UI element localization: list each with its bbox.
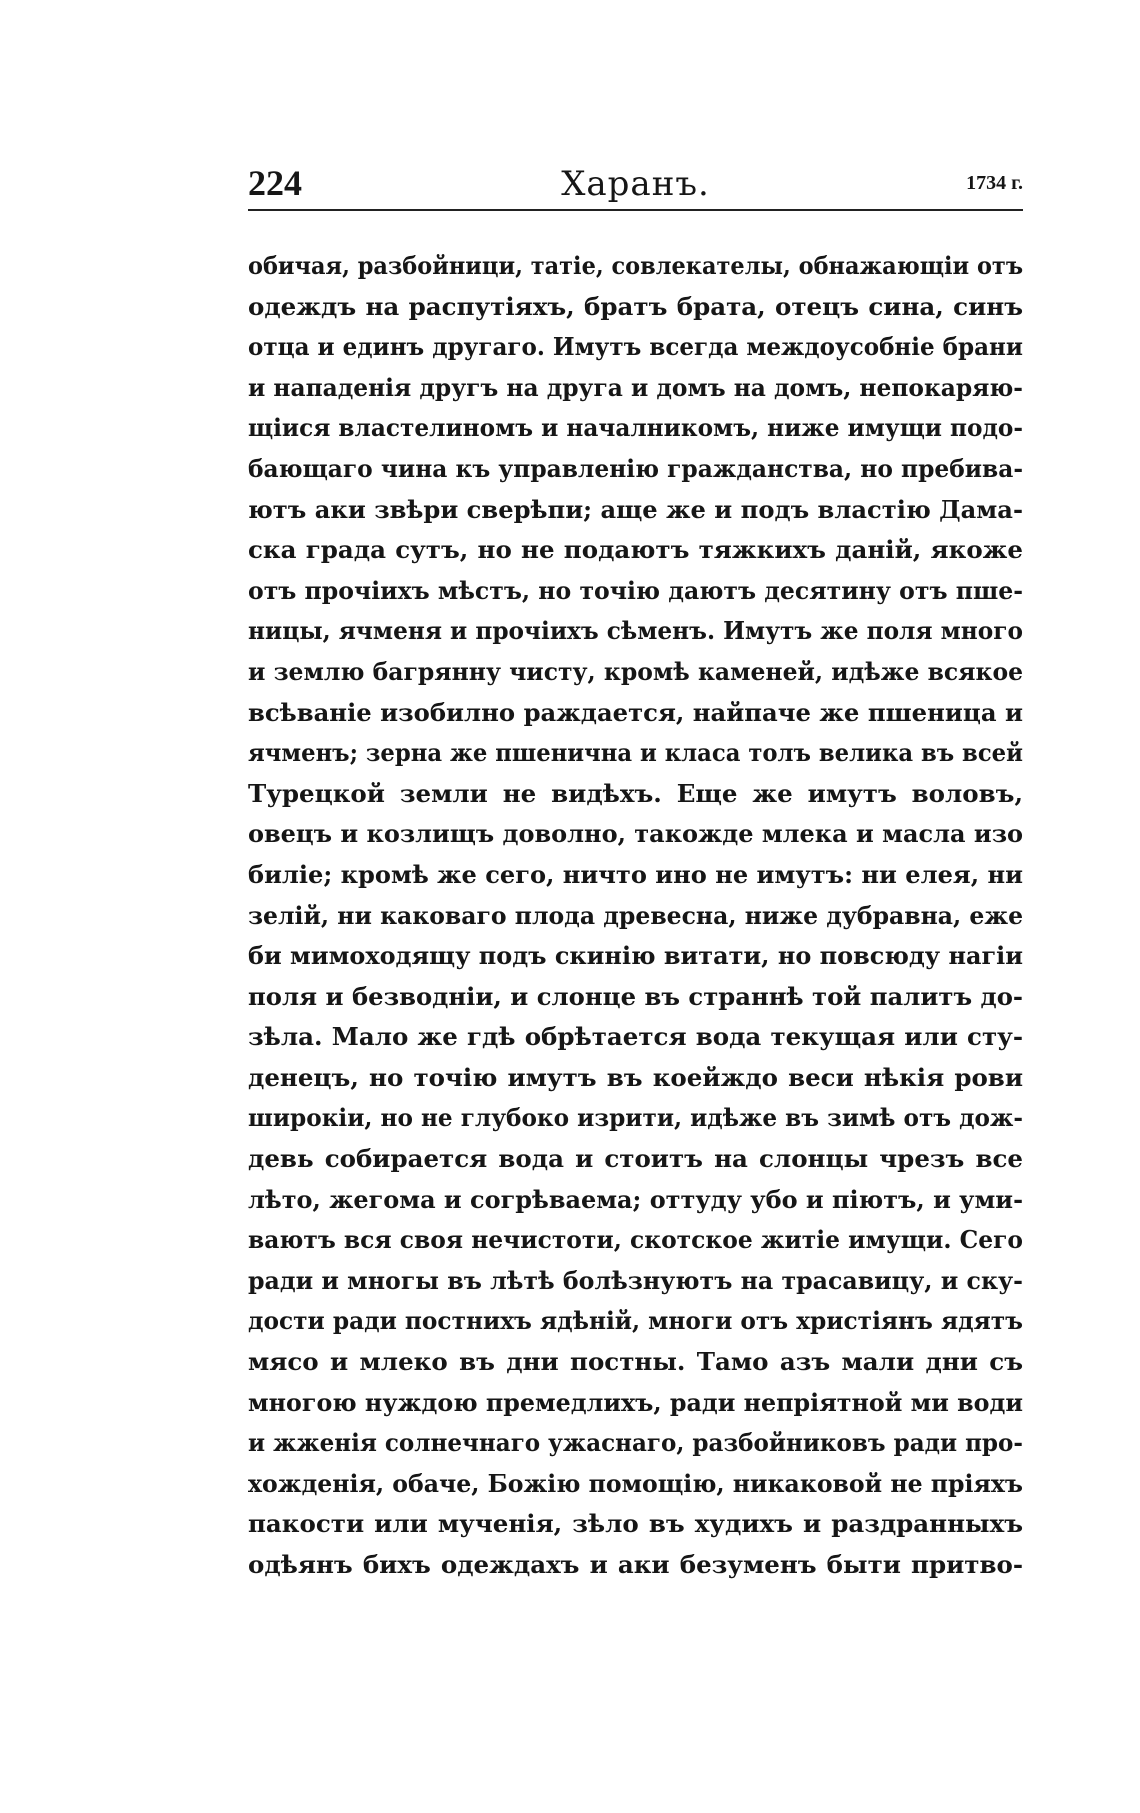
text-line: одѣянъ бихъ одеждахъ и аки безуменъ быти притво-	[248, 1550, 1023, 1579]
text-line: широкіи, но не глубоко изрити, идѣже въ зимѣ отъ дож-	[248, 1103, 1023, 1133]
running-title: Харанъ.	[561, 164, 710, 204]
page-header	[248, 158, 1023, 206]
text-line: би мимоходящу подъ скинію витати, но повсюду нагіи	[248, 941, 1023, 971]
text-line: ютъ аки звѣри сверѣпи; аще же и подъ властію Дама-	[248, 494, 1024, 524]
text-line: щіися властелиномъ и началникомъ, ниже имущи подо-	[248, 413, 1024, 443]
text-line: мясо и млеко въ дни постны. Тамо азъ мали дни съ	[248, 1347, 1023, 1377]
text-line: ради и многы въ лѣтѣ болѣзнуютъ на трасавицу, и ску-	[248, 1265, 1023, 1295]
text-line: ячменъ; зерна же пшенична и класа толъ велика въ всей	[248, 738, 1023, 768]
text-line: хожденія, обаче, Божію помощію, никаковой не пріяхъ	[248, 1468, 1024, 1498]
text-line: бающаго чина къ управленію гражданства, но пребива-	[248, 453, 1024, 483]
text-line: денецъ, но точію имутъ въ коейждо веси нѣкія рови	[248, 1062, 1023, 1092]
text-line: обичая, разбойници, татіе, совлекателы, обнажающіи отъ	[248, 251, 1024, 280]
text-line: девь собирается вода и стоитъ на слонцы чрезъ все	[248, 1144, 1023, 1174]
text-line: ска града сутъ, но не подаютъ тяжкихъ даній, якоже	[248, 535, 1023, 565]
text-line: отъ прочіихъ мѣстъ, но точію даютъ десятину отъ пше-	[248, 575, 1024, 605]
text-line: и землю багрянну чисту, кромѣ каменей, идѣже всякое	[248, 656, 1024, 686]
text-line: и жженія солнечнаго ужаснаго, разбойниковъ ради про-	[248, 1428, 1023, 1458]
text-line: всѣваніе изобилно раждается, найпаче же пшеница и	[248, 697, 1024, 727]
text-line: дости ради постнихъ ядѣній, многи отъ христіянъ ядятъ	[248, 1306, 1024, 1336]
header-rule	[248, 209, 1023, 211]
text-line: и нападенія другъ на друга и домъ на домъ, непокаряю-	[248, 372, 1023, 402]
text-line: ваютъ вся своя нечистоти, скотское житіе имущи. Сего	[248, 1225, 1023, 1255]
text-line: лѣто, жегома и согрѣваема; оттуду убо и піютъ, и уми-	[248, 1184, 1024, 1214]
text-line: поля и безводніи, и слонце въ страннѣ той палитъ до-	[248, 981, 1024, 1011]
text-line: пакости или мученія, зѣло въ худихъ и раздранныхъ	[248, 1509, 1023, 1539]
body-text	[248, 246, 1023, 1586]
text-line: овецъ и козлищъ доволно, такожде млека и масла изо	[248, 819, 1024, 849]
text-line: зелій, ни каковаго плода древесна, ниже дубравна, еже	[248, 900, 1024, 930]
text-line: зѣла. Мало же гдѣ обрѣтается вода текущая или сту-	[248, 1022, 1023, 1052]
text-line: одеждъ на распутіяхъ, братъ брата, отецъ сина, синъ	[248, 291, 1023, 321]
text-line: биліе; кромѣ же сего, ничто ино не имутъ: ни елея, ни	[248, 859, 1023, 889]
year-label: 1734 г.	[966, 172, 1023, 194]
text-line: многою нуждою премедлихъ, ради непріятной ми води	[248, 1387, 1023, 1417]
text-line: отца и единъ другаго. Имутъ всегда междоусобніе брани	[248, 332, 1023, 362]
text-line: Турецкой земли не видѣхъ. Еще же имутъ воловъ,	[248, 778, 1023, 808]
page-number: 224	[248, 163, 302, 203]
text-line: ницы, ячменя и прочіихъ сѣменъ. Имутъ же поля много	[248, 616, 1023, 646]
